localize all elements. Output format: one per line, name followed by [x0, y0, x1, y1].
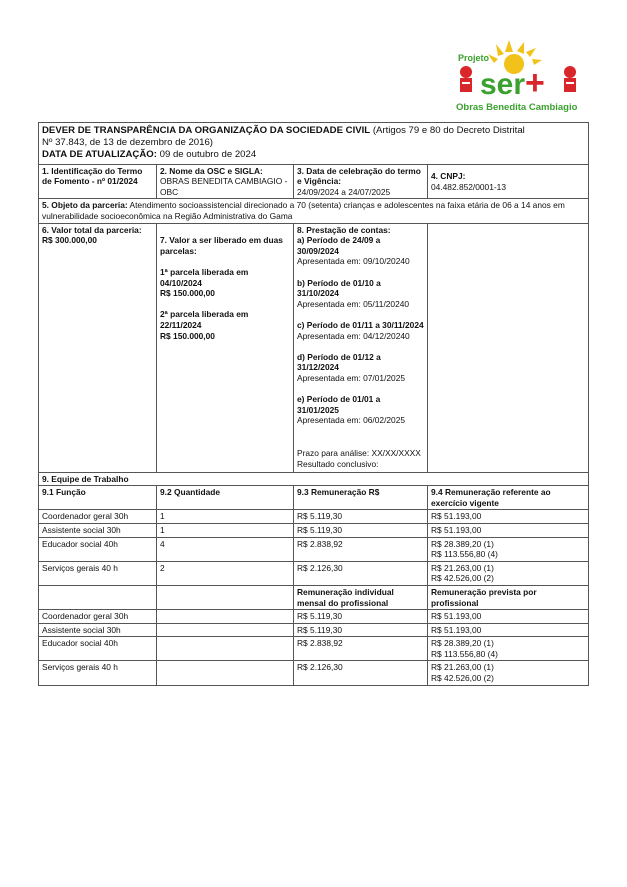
logo: [452, 38, 584, 116]
cnpj-value: 04.482.852/0001-13: [431, 181, 506, 192]
cell-qty: [157, 661, 294, 685]
cell-role: Educador social 40h: [39, 537, 157, 561]
cell-role: Serviços gerais 40 h: [39, 561, 157, 585]
cell-qty: [157, 623, 294, 637]
update-label: DATA DE ATUALIZAÇÃO:: [42, 149, 157, 161]
total-line-1: R$ 51.193,00: [431, 611, 482, 622]
cell-qty: 1: [157, 510, 294, 524]
team-header-row: [39, 486, 589, 510]
subheader-forecast: Remuneração prevista por profissional: [431, 586, 537, 608]
field-1: [39, 164, 157, 199]
cell-pay: R$ 5.119,30: [294, 523, 428, 537]
total-line-1: R$ 21.263,00 (1): [431, 562, 494, 573]
object-value: Atendimento socioassistencial direcionado a 70 (setenta) crianças e adolescentes na faixa etária de 06 a 14 anos em vulnerabilidade socioeconômica na Região Administrativa do Gama: [42, 200, 565, 221]
total-line-1: R$ 51.193,00: [431, 624, 482, 635]
presented-c: Apresentada em: 04/12/20240: [297, 330, 410, 341]
total-line-1: R$ 28.389,20 (1): [431, 538, 494, 549]
team-subheader-cell: [294, 585, 428, 609]
cell-pay: R$ 5.119,30: [294, 623, 428, 637]
cell-total: [428, 610, 589, 624]
team-header-function: 9.1 Função: [42, 487, 86, 498]
cell-pay: R$ 5.119,30: [294, 510, 428, 524]
cell-role: Assistente social 30h: [39, 523, 157, 537]
cell-role: Educador social 40h: [39, 637, 157, 661]
installments-label: 7. Valor a ser liberado em duas parcelas:: [160, 235, 283, 256]
cell-role: Coordenador geral 30h: [39, 610, 157, 624]
cell-total: [428, 637, 589, 661]
cell-pay: R$ 2.838,92: [294, 537, 428, 561]
object-label: 5. Objeto da parceria:: [42, 200, 128, 211]
period-b: b) Período de 01/10 a 31/10/2024: [297, 277, 381, 299]
total-line-1: R$ 51.193,00: [431, 524, 482, 535]
law-reference: (Artigos 79 e 80 do Decreto Distrital: [370, 125, 525, 136]
subheader-monthly: Remuneração individual mensal do profissional: [297, 586, 394, 608]
left-figure-icon: [460, 66, 472, 92]
table-row: [39, 537, 589, 561]
table-row: [39, 510, 589, 524]
total-line-1: R$ 28.389,20 (1): [431, 638, 494, 649]
transparency-table: [38, 122, 589, 686]
team-header-pay: 9.3 Remuneração R$: [297, 487, 380, 498]
team-header-quantity: 9.2 Quantidade: [160, 487, 221, 498]
team-subheader-cell: [428, 585, 589, 609]
installment-1-value: R$ 150.000,00: [160, 288, 215, 299]
transparency-document: [38, 122, 588, 686]
presented-d: Apresentada em: 07/01/2025: [297, 372, 406, 383]
cell-role: Serviços gerais 40 h: [39, 661, 157, 685]
logo-projeto: Projeto: [458, 53, 490, 63]
presented-a: Apresentada em: 09/10/20240: [297, 256, 410, 267]
validity-dates: 24/09/2024 a 24/07/2025: [297, 186, 391, 197]
field-8-blank: [428, 223, 589, 472]
cell-total: [428, 537, 589, 561]
installment-1-label: 1ª parcela liberada em 04/10/2024: [160, 266, 249, 288]
team-rows-2: [39, 610, 589, 686]
period-a: a) Período de 24/09 a 30/09/2024: [297, 235, 381, 256]
cell-total: [428, 523, 589, 537]
osc-name-label: 2. Nome da OSC e SIGLA:: [160, 165, 263, 176]
table-row: [39, 610, 589, 624]
cell-total: [428, 623, 589, 637]
cell-qty: [157, 637, 294, 661]
field-4: [428, 164, 589, 199]
osc-name: OBRAS BENEDITA CAMBIAGIO - OBC: [160, 176, 288, 197]
team-header-cell: [39, 486, 157, 510]
table-row: [39, 623, 589, 637]
team-rows: [39, 510, 589, 586]
total-line-1: R$ 51.193,00: [431, 511, 482, 522]
team-subheader-cell: [39, 585, 157, 609]
team-subheader-row: [39, 585, 589, 609]
cnpj-label: 4. CNPJ:: [431, 170, 466, 181]
logo-org: Obras Benedita Cambiagio: [456, 102, 578, 113]
right-figure-icon: [564, 66, 576, 92]
period-d: d) Período de 01/12 a 31/12/2024: [297, 351, 381, 373]
field-7: [157, 223, 294, 472]
team-title: 9. Equipe de Trabalho: [42, 473, 129, 484]
document-header: [39, 123, 589, 165]
sun-logo-icon: [452, 38, 584, 116]
cell-total: [428, 510, 589, 524]
total-value: R$ 300.000,00: [42, 235, 97, 246]
analysis-deadline: Prazo para análise: XX/XX/XXXX: [297, 448, 421, 459]
team-header-cell: [428, 486, 589, 510]
cell-qty: 4: [157, 537, 294, 561]
team-header-annual: 9.4 Remuneração referente ao exercício vigente: [431, 487, 551, 508]
total-line-1: R$ 21.263,00 (1): [431, 662, 494, 673]
cell-pay: R$ 2.126,30: [294, 561, 428, 585]
total-line-2: R$ 113.556,80 (4): [431, 549, 498, 560]
accountability-label: 8. Prestação de contas:: [297, 224, 391, 235]
cell-total: [428, 561, 589, 585]
field-3: [294, 164, 428, 199]
logo-brand: ser+: [480, 64, 545, 102]
cell-role: Coordenador geral 30h: [39, 510, 157, 524]
field-2: [157, 164, 294, 199]
total-value-label: 6. Valor total da parceria:: [42, 224, 142, 235]
term-identification: 1. Identificação do Termo de Fomento - nº 01/2024: [42, 165, 143, 187]
team-header-cell: [294, 486, 428, 510]
installment-2-value: R$ 150.000,00: [160, 330, 215, 341]
cell-pay: R$ 2.838,92: [294, 637, 428, 661]
presented-b: Apresentada em: 05/11/20240: [297, 298, 410, 309]
law-reference-line2: Nº 37.843, de 13 de dezembro de 2016): [42, 137, 213, 149]
team-header-cell: [157, 486, 294, 510]
table-row: [39, 523, 589, 537]
period-e: e) Período de 01/01 a 31/01/2025: [297, 394, 381, 415]
total-line-2: R$ 42.526,00 (2): [431, 673, 494, 684]
cell-qty: 1: [157, 523, 294, 537]
field-5: [39, 199, 589, 223]
cell-role: Assistente social 30h: [39, 623, 157, 637]
total-line-2: R$ 42.526,00 (2): [431, 573, 494, 584]
document-title: DEVER DE TRANSPARÊNCIA DA ORGANIZAÇÃO DA SOCIEDADE CIVIL: [42, 125, 371, 136]
team-title-row: [39, 472, 589, 486]
total-line-2: R$ 113.556,80 (4): [431, 648, 498, 659]
cell-qty: 2: [157, 561, 294, 585]
celebration-label: 3. Data de celebração do termo e Vigência:: [297, 165, 421, 187]
table-row: [39, 661, 589, 685]
field-8: [294, 223, 428, 472]
cell-qty: [157, 610, 294, 624]
cell-total: [428, 661, 589, 685]
installment-2-label: 2ª parcela liberada em 22/11/2024: [160, 309, 249, 330]
table-row: [39, 637, 589, 661]
cell-pay: R$ 5.119,30: [294, 610, 428, 624]
update-date: 09 de outubro de 2024: [159, 149, 257, 161]
conclusive-result: Resultado conclusivo:: [297, 458, 379, 469]
presented-e: Apresentada em: 06/02/2025: [297, 415, 406, 426]
period-c: c) Período de 01/11 a 30/11/2024: [297, 319, 424, 330]
team-subheader-cell: [157, 585, 294, 609]
cell-pay: R$ 2.126,30: [294, 661, 428, 685]
field-6: [39, 223, 157, 472]
table-row: [39, 561, 589, 585]
